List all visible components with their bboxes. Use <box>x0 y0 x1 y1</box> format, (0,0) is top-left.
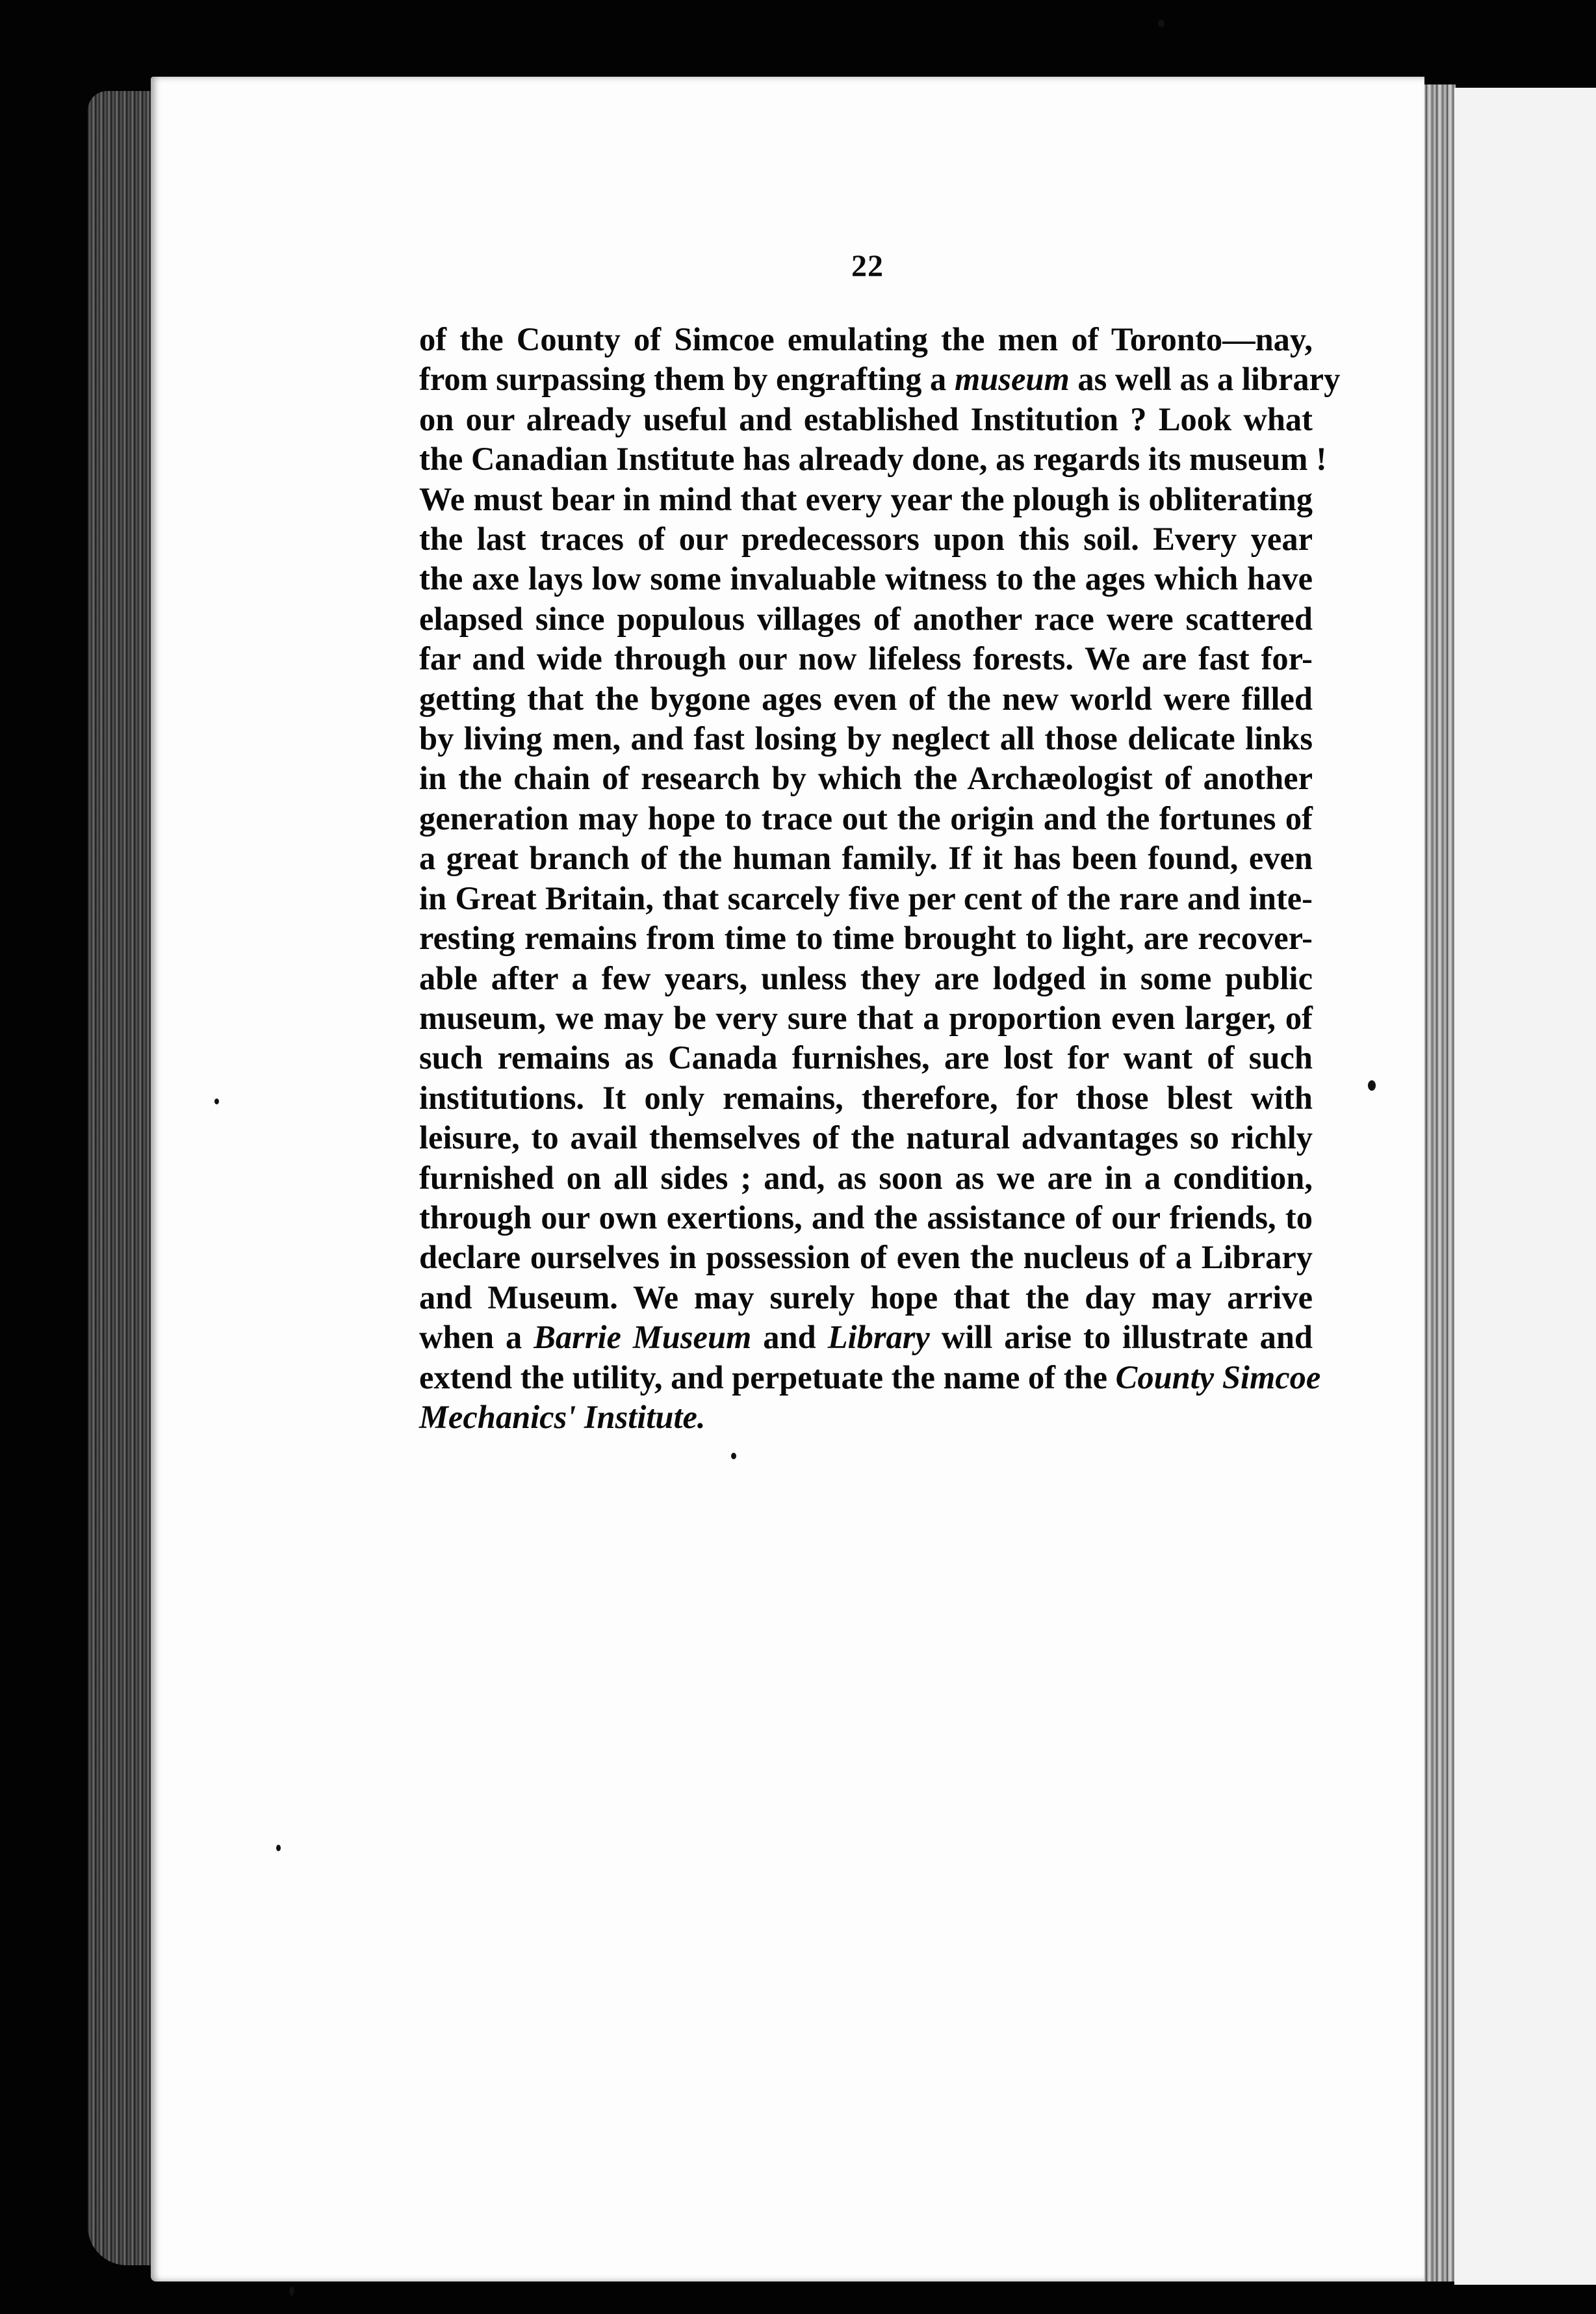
ink-speck <box>289 2287 294 2296</box>
text-line: able after a few years, unless they are lodged in some public <box>419 959 1313 996</box>
book-spine-edge <box>88 91 153 2265</box>
text-line: museum, we may be very sure that a proportion even larger, of <box>419 999 1313 1036</box>
text-line: resting remains from time to time brought to light, are recover- <box>419 920 1313 957</box>
text-line: of the County of Simcoe emulating the men of Toronto—nay, <box>419 321 1313 358</box>
text-line: the axe lays low some invaluable witness to the ages which have <box>419 560 1313 597</box>
text-line: in Great Britain, that scarcely five per cent of the rare and inte- <box>419 879 1313 916</box>
text-line: leisure, to avail themselves of the natural advantages so richly <box>419 1119 1313 1156</box>
text-line: and Museum. We may surely hope that the day may arrive <box>419 1279 1313 1316</box>
text-line: a great branch of the human family. If it has been found, even <box>419 840 1313 877</box>
text-line: the last traces of our predecessors upon this soil. Every year <box>419 521 1313 558</box>
text-line: Mechanics' Institute. <box>419 1398 706 1435</box>
ink-speck <box>731 1453 736 1459</box>
ink-speck <box>1368 1080 1376 1091</box>
text-line: declare ourselves in possession of even the nucleus of a Library <box>419 1239 1313 1276</box>
text-line: on our already useful and established Institution ? Look what <box>419 400 1313 437</box>
text-line: the Canadian Institute has already done, as regards its museum ! <box>419 441 1327 478</box>
ink-speck <box>276 1845 281 1851</box>
text-line: generation may hope to trace out the origin and the fortunes of <box>419 800 1313 837</box>
text-line: getting that the bygone ages even of the new world were filled <box>419 680 1313 717</box>
text-line: institutions. It only remains, therefore, for those blest with <box>419 1079 1313 1116</box>
text-line: in the chain of research by which the Archæologist of another <box>419 760 1313 797</box>
text-line: when a Barrie Museum and Library will arise to illustrate and <box>419 1319 1313 1356</box>
text-line: far and wide through our now lifeless forests. We are fast for- <box>419 640 1313 677</box>
facing-page-fragment <box>1454 88 1596 2285</box>
page-body-text <box>419 320 1341 1437</box>
text-line: furnished on all sides ; and, as soon as we are in a condition, <box>419 1159 1313 1196</box>
text-line: extend the utility, and perpetuate the name of the County Simcoe <box>419 1358 1321 1396</box>
text-line: from surpassing them by engrafting a museum as well as a library <box>419 361 1341 398</box>
text-line: through our own exertions, and the assistance of our friends, to <box>419 1199 1313 1236</box>
page-number: 22 <box>851 249 884 283</box>
ink-speck <box>214 1098 219 1104</box>
text-line: by living men, and fast losing by neglect all those delicate links <box>419 720 1313 757</box>
text-line: elapsed since populous villages of another race were scattered <box>419 600 1313 637</box>
text-line: such remains as Canada furnishes, are lost for want of such <box>419 1039 1313 1076</box>
ink-speck <box>1158 20 1165 27</box>
text-line: We must bear in mind that every year the plough is obliterating <box>419 480 1313 517</box>
